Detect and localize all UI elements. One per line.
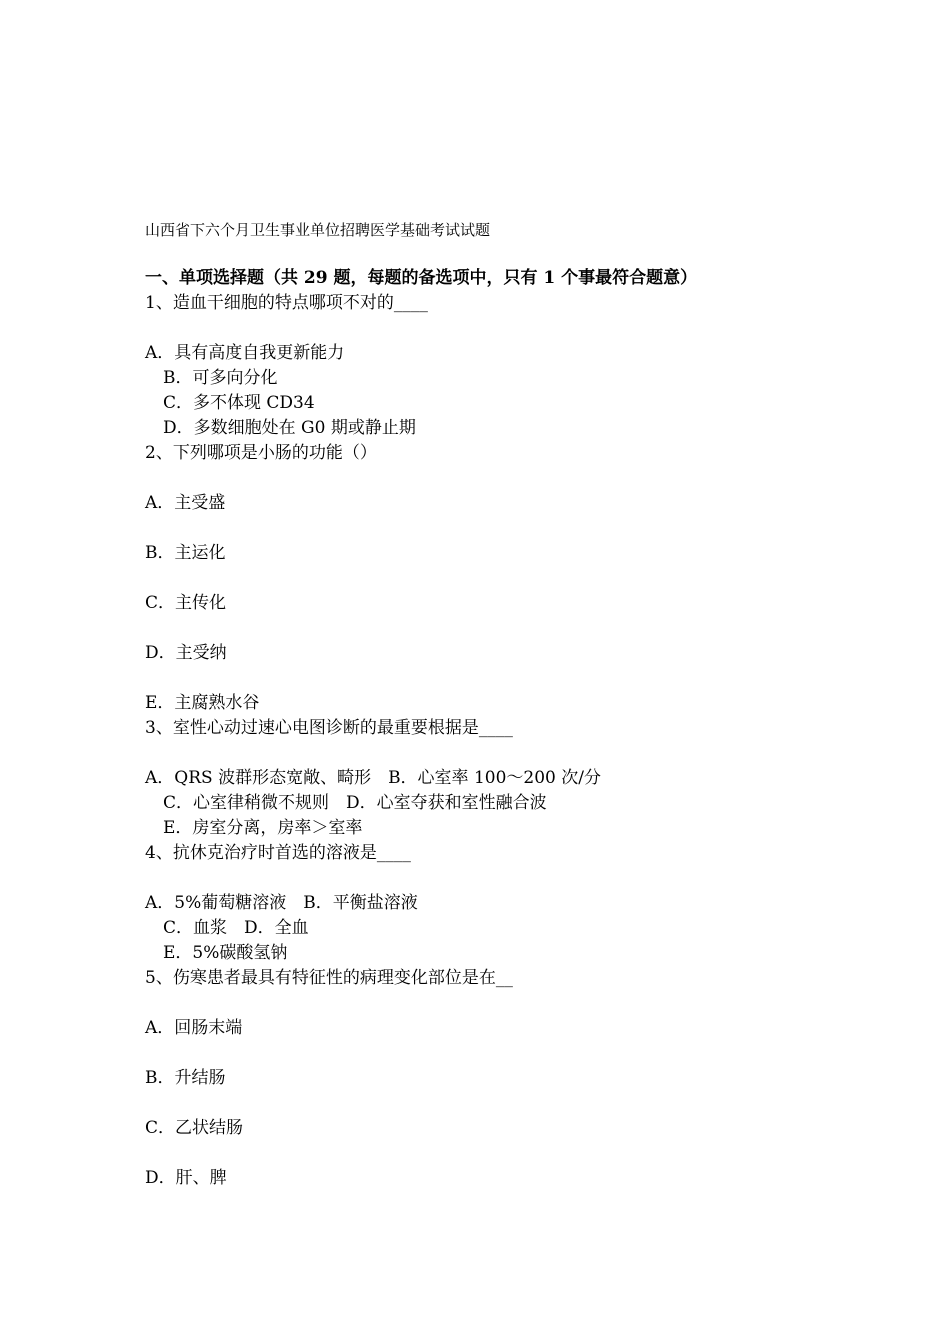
question-4-option-cd: C．血浆 D．全血 xyxy=(163,918,309,938)
question-3-option-ab: A．QRS 波群形态宽敞、畸形 B．心室率 100～200 次/分 xyxy=(145,768,601,788)
section-heading: 一、单项选择题（共 29 题，每题的备选项中，只有 1 个事最符合题意） xyxy=(145,268,698,288)
question-4-stem: 4、抗休克治疗时首选的溶液是____ xyxy=(145,843,411,863)
question-1-option-c: C．多不体现 CD34 xyxy=(163,393,315,413)
question-3-option-cd: C．心室律稍微不规则 D．心室夺获和室性融合波 xyxy=(163,793,547,813)
question-2-option-c: C．主传化 xyxy=(145,593,227,613)
question-1-option-b: B．可多向分化 xyxy=(163,368,278,388)
question-1-stem: 1、造血干细胞的特点哪项不对的____ xyxy=(145,293,428,313)
question-5-option-d: D．肝、脾 xyxy=(145,1168,227,1188)
question-2-stem: 2、下列哪项是小肠的功能（） xyxy=(145,443,377,463)
question-5-option-b: B．升结肠 xyxy=(145,1068,226,1088)
question-2-option-d: D．主受纳 xyxy=(145,643,227,663)
question-5-stem: 5、伤寒患者最具有特征性的病理变化部位是在__ xyxy=(145,968,513,988)
question-3-option-e: E．房室分离，房率＞室率 xyxy=(163,818,363,838)
question-5-option-c: C．乙状结肠 xyxy=(145,1118,244,1138)
document-title: 山西省下六个月卫生事业单位招聘医学基础考试试题 xyxy=(145,221,491,239)
question-2-option-b: B．主运化 xyxy=(145,543,226,563)
question-1-option-a: A．具有高度自我更新能力 xyxy=(145,343,345,363)
question-3-stem: 3、室性心动过速心电图诊断的最重要根据是____ xyxy=(145,718,513,738)
question-4-option-ab: A．5%葡萄糖溶液 B．平衡盐溶液 xyxy=(145,893,418,913)
question-1-option-d: D．多数细胞处在 G0 期或静止期 xyxy=(163,418,416,438)
question-2-option-e: E．主腐熟水谷 xyxy=(145,693,260,713)
question-2-option-a: A．主受盛 xyxy=(145,493,226,513)
question-5-option-a: A．回肠末端 xyxy=(145,1018,243,1038)
question-4-option-e: E．5%碳酸氢钠 xyxy=(163,943,288,963)
